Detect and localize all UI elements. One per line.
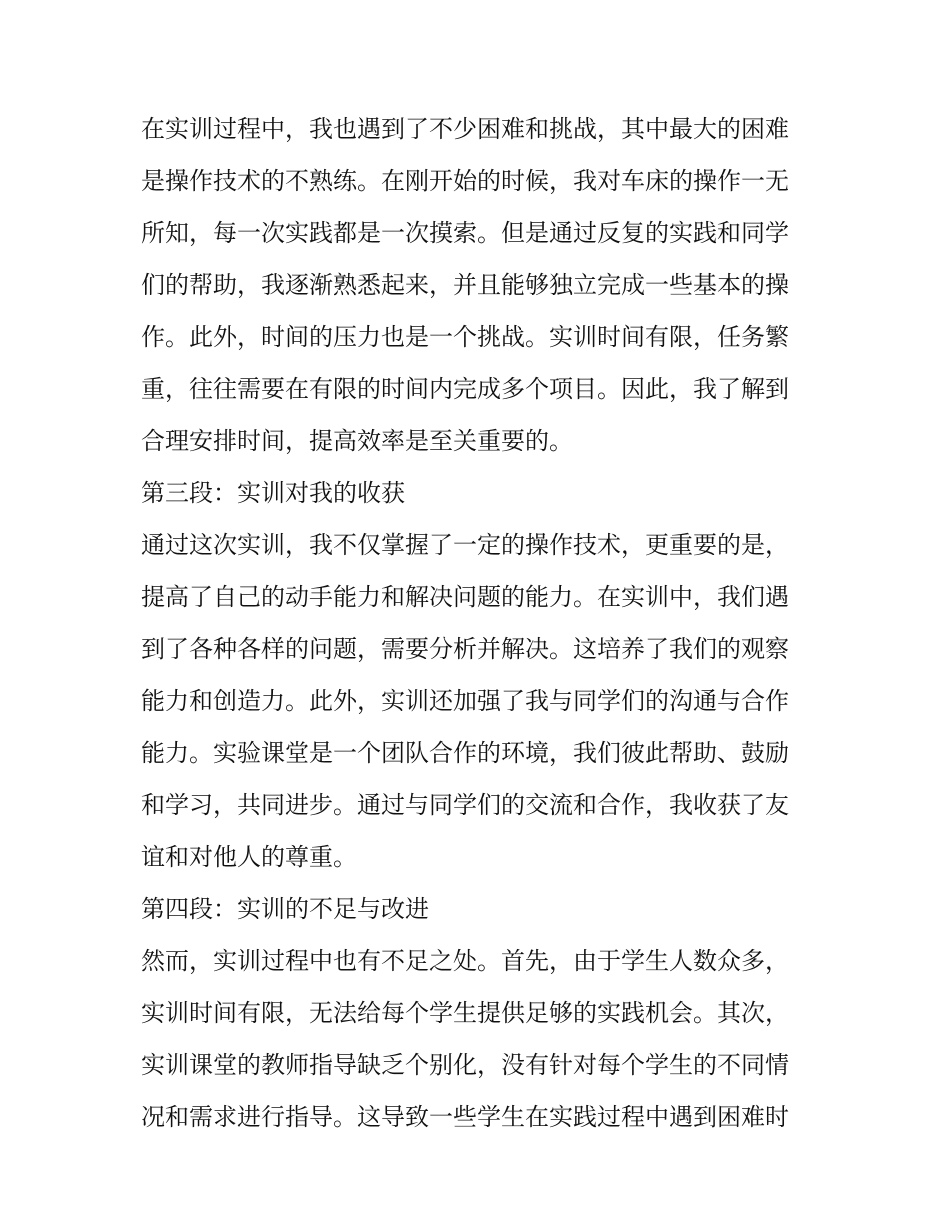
section-heading: 第三段：实训对我的收获 [141, 479, 405, 507]
paragraph-line: 在实训过程中，我也遇到了不少困难和挑战，其中最大的困难 [141, 115, 789, 143]
paragraph-line: 所知，每一次实践都是一次摸索。但是通过反复的实践和同学 [141, 219, 789, 247]
document-page [141, 103, 813, 1143]
paragraph-line: 谊和对他人的尊重。 [141, 843, 357, 871]
paragraph-line: 合理安排时间，提高效率是至关重要的。 [141, 427, 573, 455]
paragraph-line: 况和需求进行指导。这导致一些学生在实践过程中遇到困难时 [141, 1103, 789, 1131]
paragraph-line: 是操作技术的不熟练。在刚开始的时候，我对车床的操作一无 [141, 167, 789, 195]
paragraph-line: 实训课堂的教师指导缺乏个别化，没有针对每个学生的不同情 [141, 1051, 789, 1079]
paragraph-line: 实训时间有限，无法给每个学生提供足够的实践机会。其次， [141, 999, 789, 1027]
paragraph-line: 然而，实训过程中也有不足之处。首先，由于学生人数众多， [141, 947, 789, 975]
paragraph-line: 能力。实验课堂是一个团队合作的环境，我们彼此帮助、鼓励 [141, 739, 789, 767]
paragraph-line: 能力和创造力。此外，实训还加强了我与同学们的沟通与合作 [141, 687, 789, 715]
paragraph-line: 作。此外，时间的压力也是一个挑战。实训时间有限，任务繁 [141, 323, 789, 351]
paragraph-line: 和学习，共同进步。通过与同学们的交流和合作，我收获了友 [141, 791, 789, 819]
paragraph-line: 通过这次实训，我不仅掌握了一定的操作技术，更重要的是， [141, 531, 789, 559]
paragraph-line: 提高了自己的动手能力和解决问题的能力。在实训中，我们遇 [141, 583, 789, 611]
paragraph-line: 到了各种各样的问题，需要分析并解决。这培养了我们的观察 [141, 635, 789, 663]
paragraph-line: 重，往往需要在有限的时间内完成多个项目。因此，我了解到 [141, 375, 789, 403]
section-heading: 第四段：实训的不足与改进 [141, 895, 429, 923]
paragraph-line: 们的帮助，我逐渐熟悉起来，并且能够独立完成一些基本的操 [141, 271, 789, 299]
